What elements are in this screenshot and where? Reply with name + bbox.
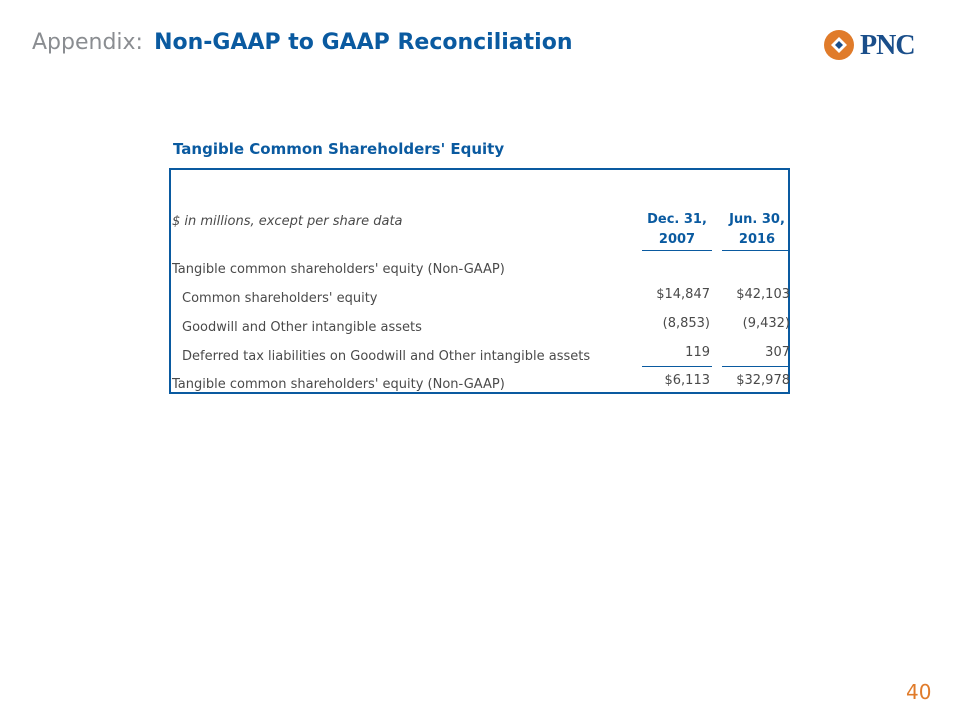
col-header-dec-2007 [642, 210, 712, 250]
title-main: Non-GAAP to GAAP Reconciliation [154, 30, 573, 55]
table-cell: 119 [685, 345, 710, 360]
header-underline [642, 250, 712, 251]
unit-note: $ in millions, except per share data [172, 214, 403, 229]
table-cell-total: $6,113 [664, 373, 710, 388]
page-number: 40 [906, 680, 932, 704]
table-row-label: Tangible common shareholders' equity (Non-GAAP) [172, 262, 505, 277]
table-cell: (8,853) [662, 316, 710, 331]
header-underline [722, 250, 790, 251]
table-cell: $14,847 [656, 287, 710, 302]
pnc-logo [822, 28, 932, 62]
table-row-label: Goodwill and Other intangible assets [182, 320, 422, 335]
col-header-line1: Dec. 31, [647, 212, 707, 227]
pnc-logo-icon [822, 28, 858, 62]
col-header-line2: 2016 [738, 232, 776, 247]
table-cell: (9,432) [742, 316, 790, 331]
table-row-label-total: Tangible common shareholders' equity (Non-GAAP) [172, 377, 505, 392]
table-cell: 307 [765, 345, 790, 360]
col-header-line1: Jun. 30, [729, 212, 785, 227]
table-title: Tangible Common Shareholders' Equity [173, 140, 505, 158]
total-rule [722, 366, 790, 367]
slide-title [32, 30, 572, 55]
col-header-line2: 2007 [658, 232, 696, 247]
table-cell-total: $32,978 [736, 373, 790, 388]
col-header-jun-2016 [722, 210, 792, 250]
title-prefix: Appendix: [32, 30, 143, 55]
table-row-label: Common shareholders' equity [182, 291, 378, 306]
table-row-label: Deferred tax liabilities on Goodwill and Other intangible assets [182, 349, 591, 364]
logo-text: PNC [860, 30, 915, 61]
total-rule [642, 366, 712, 367]
table-cell: $42,103 [736, 287, 790, 302]
